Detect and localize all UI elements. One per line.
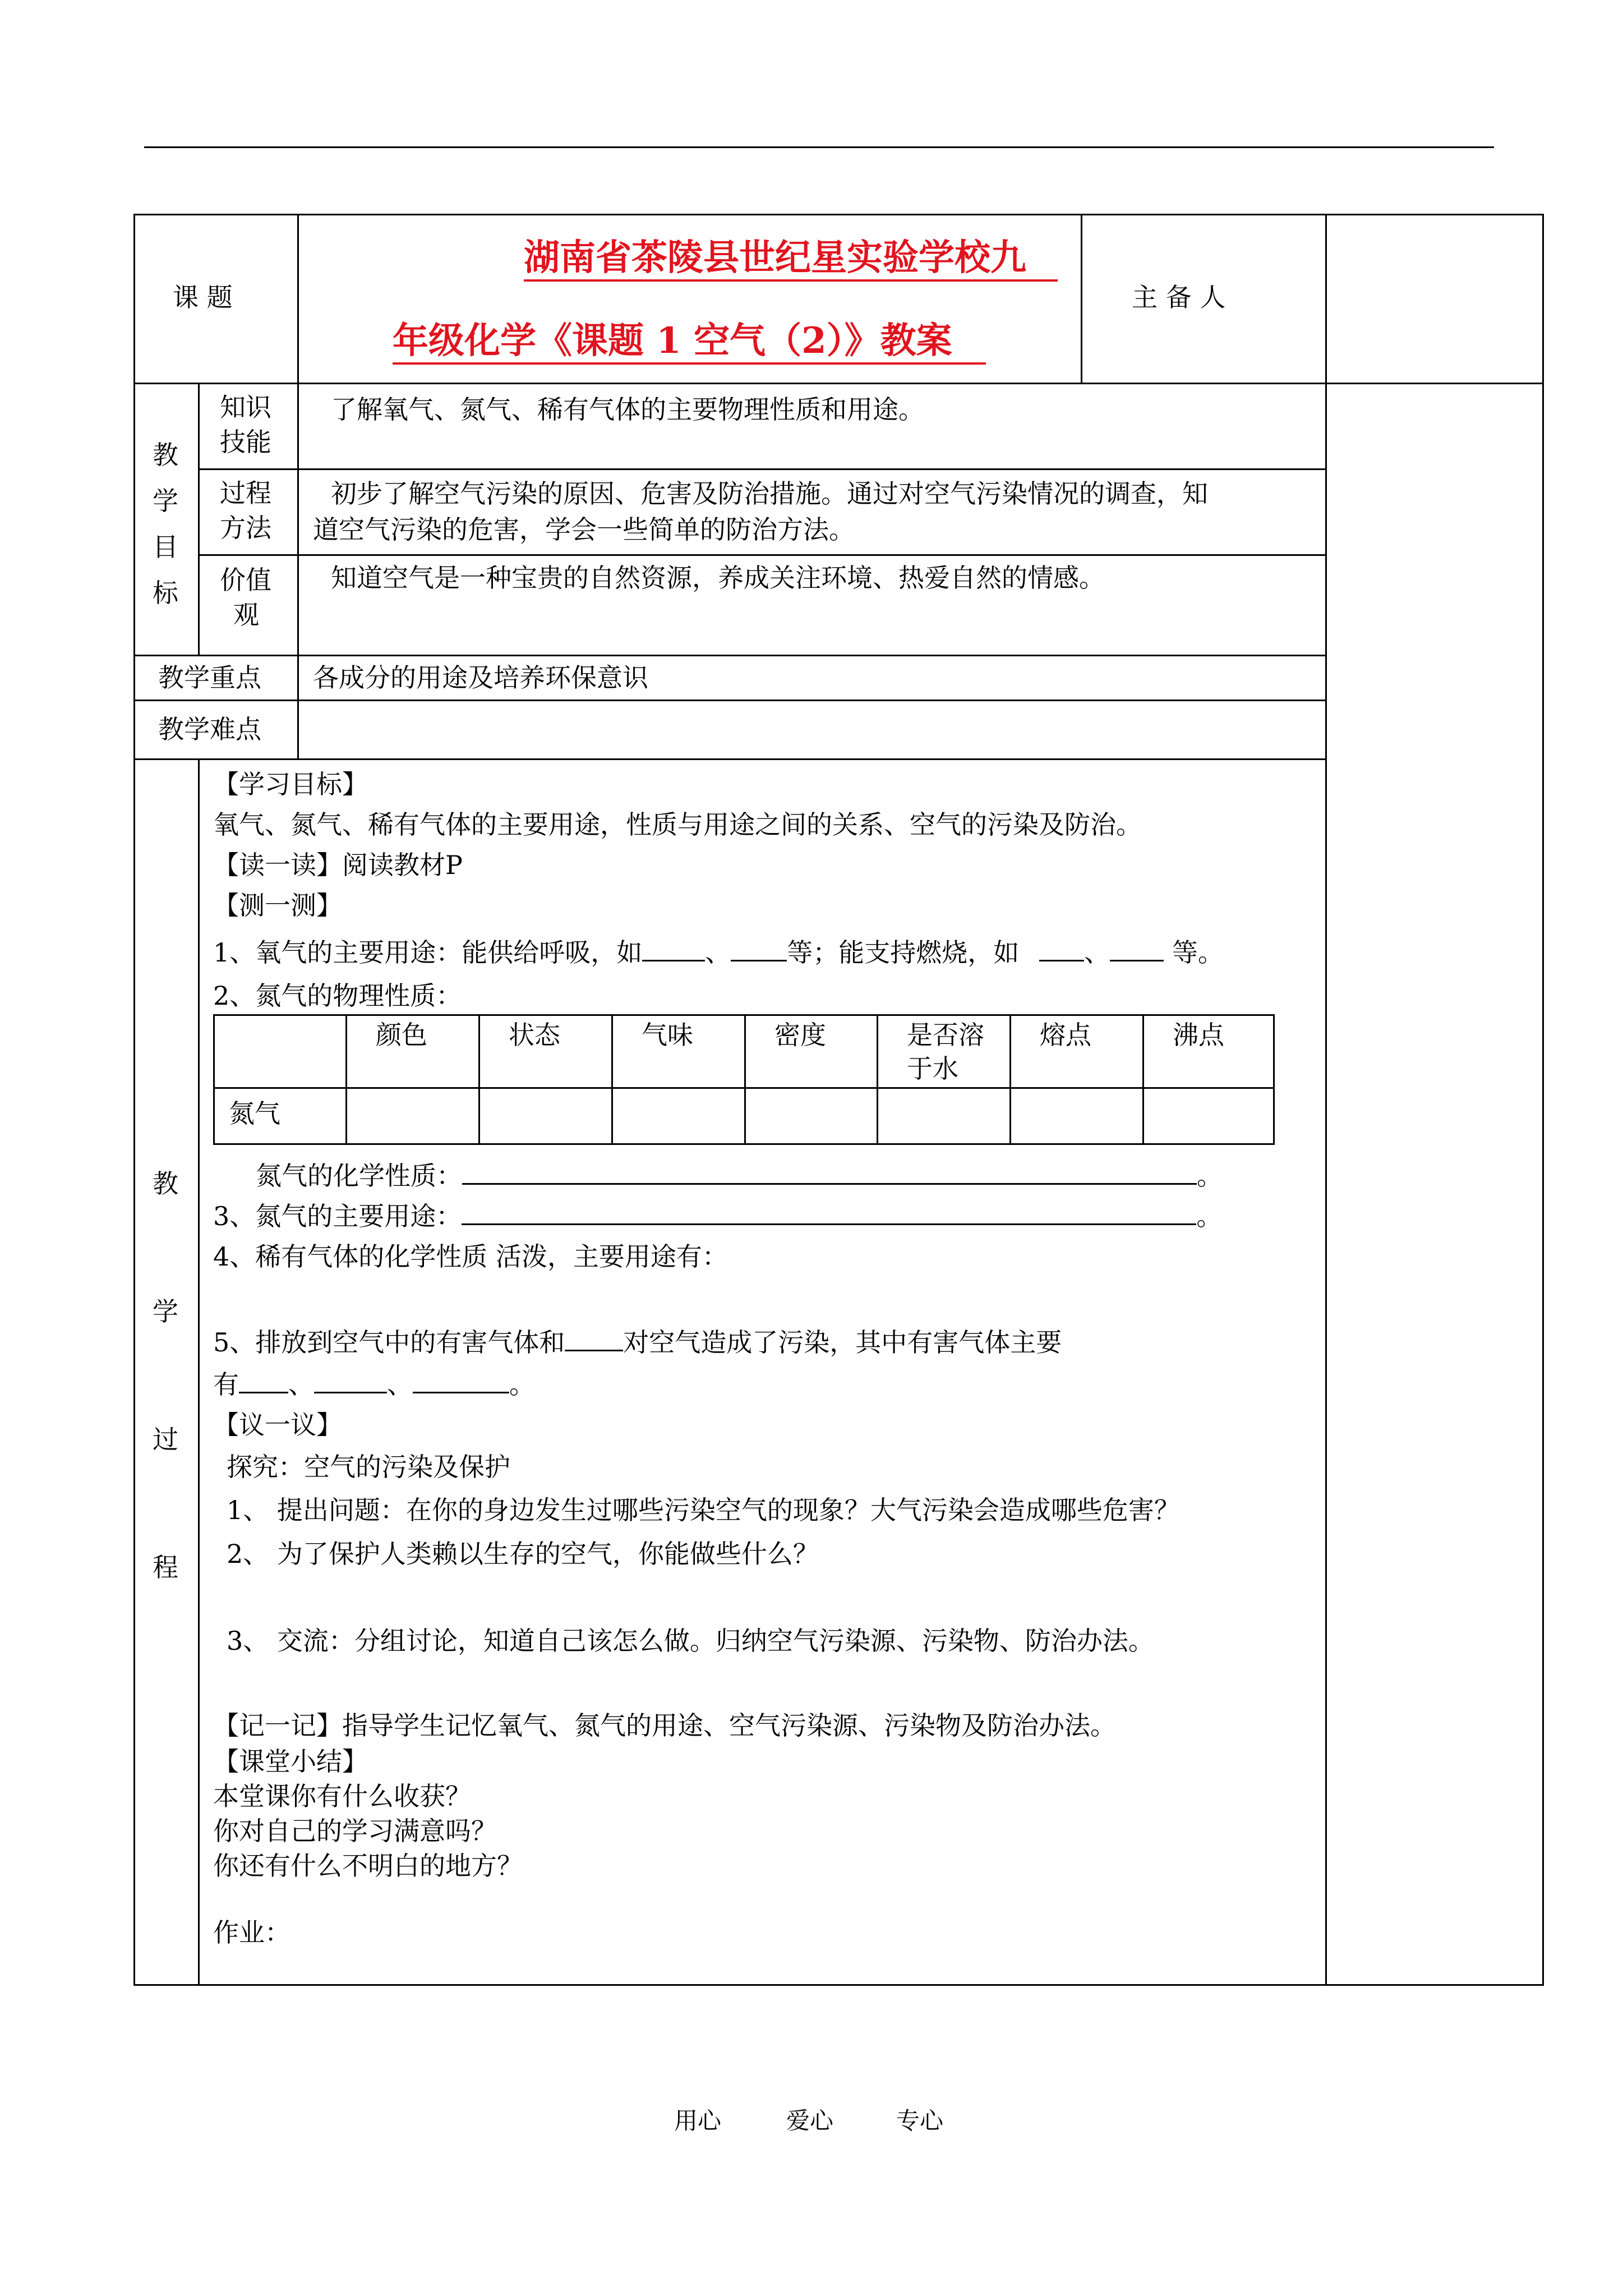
question-3: 3、氮气的主要用途： 。 <box>213 1198 1222 1233</box>
summary-heading: 【课堂小结】 <box>213 1746 368 1777</box>
question-5-line2: 有 、 、 。 <box>213 1366 535 1401</box>
discuss-item-1: 1、 提出问题：在你的身边发生过哪些污染空气的现象？大气污染会造成哪些危害？ <box>227 1495 1180 1525</box>
learning-goal-heading: 【学习目标】 <box>213 769 368 799</box>
footer-item-3: 专心 <box>896 2107 944 2134</box>
footer-item-2: 爱心 <box>786 2107 834 2134</box>
objective-label-process: 过程 方法 <box>220 478 271 543</box>
footer-item-1: 用心 <box>674 2107 722 2134</box>
question-5-line1: 5、排放到空气中的有害气体和 对空气造成了污染，其中有害气体主要 <box>213 1324 1062 1359</box>
table-header-odor: 气味 <box>642 1020 693 1050</box>
title-underline-2 <box>393 362 986 365</box>
objective-text-process-1: 初步了解空气污染的原因、危害及防治措施。通过对空气污染情况的调查，知 <box>331 478 1208 509</box>
discuss-item-3: 3、 交流：分组讨论，知道自己该怎么做。归纳空气污染源、污染物、防治办法。 <box>227 1626 1154 1656</box>
page-title-line2: 年级化学《课题 1 空气（2）》教案 <box>393 320 952 362</box>
objective-text-process-2: 道空气污染的危害，学会一些简单的防治方法。 <box>313 514 855 545</box>
table-header-density: 密度 <box>774 1020 826 1050</box>
table-header-boiling: 沸点 <box>1173 1020 1224 1050</box>
objective-text-knowledge: 了解氧气、氮气、稀有气体的主要物理性质和用途。 <box>331 394 924 425</box>
summary-question-2: 你对自己的学习满意吗？ <box>213 1816 497 1846</box>
preparer-label: 主 备 人 <box>1132 282 1226 312</box>
table-header-solubility-2: 于水 <box>907 1053 958 1084</box>
summary-question-3: 你还有什么不明白的地方？ <box>213 1851 523 1881</box>
summary-question-1: 本堂课你有什么收获？ <box>213 1781 471 1811</box>
homework-label: 作业： <box>213 1917 291 1948</box>
key-point-label: 教学重点 <box>158 662 261 693</box>
process-label-3: 过 <box>153 1424 178 1455</box>
objective-label-knowledge: 知识 技能 <box>220 392 271 457</box>
process-label-1: 教 <box>153 1168 178 1199</box>
objective-text-values: 知道空气是一种宝贵的自然资源，养成关注环境、热爱自然的情感。 <box>331 563 1105 593</box>
question-4: 4、稀有气体的化学性质 活泼，主要用途有： <box>213 1241 728 1272</box>
read-heading: 【读一读】阅读教材P <box>213 850 463 880</box>
objectives-group-label: 教 学 目 标 <box>153 440 178 608</box>
table-header-state: 状态 <box>509 1020 560 1050</box>
table-header-color: 颜色 <box>376 1020 427 1050</box>
objective-label-values: 价值 观 <box>220 565 271 630</box>
table-header-melting: 熔点 <box>1040 1020 1091 1050</box>
title-underline-1 <box>524 279 1058 282</box>
question-2: 2、氮气的物理性质： <box>213 981 462 1011</box>
remember-text: 【记一记】指导学生记忆氧气、氮气的用途、空气污染源、污染物及防治办法。 <box>213 1710 1116 1741</box>
nitrogen-chem-property: 氮气的化学性质： 。 <box>256 1157 1223 1193</box>
table-row-nitrogen: 氮气 <box>229 1098 280 1129</box>
test-heading: 【测一测】 <box>213 890 342 921</box>
key-point-text: 各成分的用途及培养环保意识 <box>313 662 648 693</box>
header-rule <box>144 146 1494 148</box>
process-label-4: 程 <box>153 1552 178 1582</box>
page-title-line1: 湖南省茶陵县世纪星实验学校九 <box>524 237 1026 279</box>
learning-goal-text: 氧气、氮气、稀有气体的主要用途，性质与用途之间的关系、空气的污染及防治。 <box>213 809 1142 840</box>
table-header-solubility-1: 是否溶 <box>907 1020 984 1050</box>
question-1: 1、氧气的主要用途：能供给呼吸，如 、 等；能支持燃烧，如 、 等。 <box>213 934 1224 969</box>
topic-label: 课 题 <box>173 282 233 312</box>
discuss-item-2: 2、 为了保护人类赖以生存的空气，你能做些什么？ <box>227 1539 819 1569</box>
process-label-2: 学 <box>153 1296 178 1327</box>
difficulty-label: 教学难点 <box>158 714 261 744</box>
discuss-heading: 【议一议】 <box>213 1410 342 1440</box>
explore-text: 探究：空气的污染及保护 <box>227 1452 510 1482</box>
